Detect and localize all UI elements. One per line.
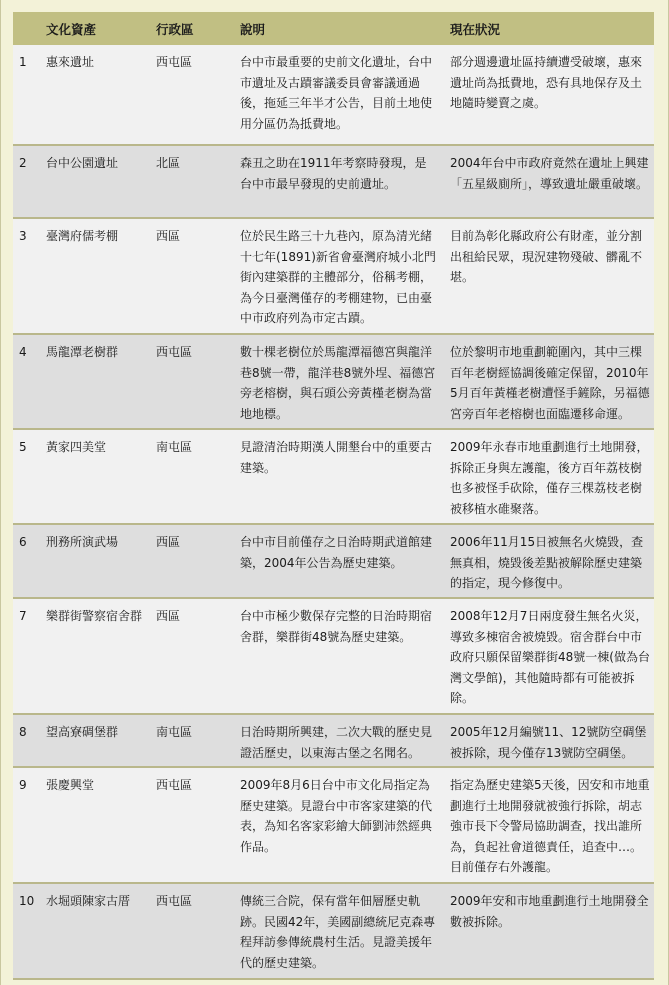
row-index: 7	[13, 598, 40, 714]
col-header-heritage: 文化資產	[40, 12, 150, 45]
table-row	[13, 145, 654, 218]
table-row	[13, 524, 654, 598]
heritage-name: 台中公園遺址	[40, 145, 150, 218]
current-status: 指定為歷史建築5天後，因安和市地重劃進行土地開發就被強行拆除，胡志強市長下令警局協助調查，找出誰所為，負起社會道德責任，追查中…。目前僅存右外護龍。	[444, 767, 654, 883]
current-status: 2008年12月7日兩度發生無名火災，導致多棟宿舍被燒毀。宿舍群台中市政府只願保留樂群街48號一棟(做為台灣文學館)，其他隨時都有可能被拆除。	[444, 598, 654, 714]
row-index: 9	[13, 767, 40, 883]
description: 台中市極少數保存完整的日治時期宿舍群，樂群街48號為歷史建築。	[234, 598, 444, 714]
col-header-description: 說明	[234, 12, 444, 45]
description: 2009年8月6日台中市文化局指定為歷史建築。見證台中市客家建築的代表，為知名客家彩繪大師劉沛然經典作品。	[234, 767, 444, 883]
district: 西區	[150, 598, 234, 714]
current-status: 目前為彰化縣政府公有財產，並分割出租給民眾，現況建物殘破、髒亂不堪。	[444, 218, 654, 334]
current-status: 位於黎明市地重劃範圍內，其中三棵百年老樹經協調後確定保留，2010年5月百年黃槿老樹遭怪手鏟除，另福德宮旁百年老榕樹也面臨遷移命運。	[444, 334, 654, 429]
district: 西屯區	[150, 45, 234, 145]
table-row	[13, 218, 654, 334]
description: 數十棵老樹位於馬龍潭福德宮與龍洋巷8號一帶，龍洋巷8號外埕、福德宮旁老榕樹，與石頭公旁黃槿老樹為當地地標。	[234, 334, 444, 429]
row-index: 1	[13, 45, 40, 145]
description: 台中市目前僅存之日治時期武道館建築，2004年公告為歷史建築。	[234, 524, 444, 598]
table-row	[13, 883, 654, 979]
heritage-name: 馬龍潭老樹群	[40, 334, 150, 429]
table-header-row	[13, 12, 654, 45]
row-index: 10	[13, 883, 40, 979]
current-status: 2005年12月編號11、12號防空碉堡被拆除，現今僅存13號防空碉堡。	[444, 714, 654, 767]
col-header-district: 行政區	[150, 12, 234, 45]
current-status: 2009年安和市地重劃進行土地開發全數被拆除。	[444, 883, 654, 979]
row-index: 5	[13, 429, 40, 524]
current-status: 2009年永春市地重劃進行土地開發，拆除正身與左護龍，後方百年荔枝樹也多被怪手砍除，僅存三棵荔枝老樹被移植水碓聚落。	[444, 429, 654, 524]
table-row	[13, 767, 654, 883]
row-index: 4	[13, 334, 40, 429]
heritage-table	[13, 12, 654, 980]
district: 西區	[150, 218, 234, 334]
heritage-name: 樂群街警察宿舍群	[40, 598, 150, 714]
current-status: 2006年11月15日被無名火燒毀，查無真相，燒毀後差點被解除歷史建築的指定，現今修復中。	[444, 524, 654, 598]
heritage-name: 惠來遺址	[40, 45, 150, 145]
current-status: 部分週邊遺址區持續遭受破壞，惠來遺址尚為抵費地，恐有具地保存及土地隨時變賣之虞。	[444, 45, 654, 145]
description: 見證清治時期漢人開墾台中的重要古建築。	[234, 429, 444, 524]
heritage-name: 臺灣府儒考棚	[40, 218, 150, 334]
table-row	[13, 714, 654, 767]
heritage-name: 刑務所演武場	[40, 524, 150, 598]
district: 西屯區	[150, 767, 234, 883]
table-row	[13, 45, 654, 145]
description: 位於民生路三十九巷內，原為清光緒十七年(1891)新省會臺灣府城小北門街內建築群的主體部分，俗稱考棚，為今日臺灣僅存的考棚建物，已由臺中市政府列為市定古蹟。	[234, 218, 444, 334]
table-row	[13, 429, 654, 524]
current-status: 2004年台中市政府竟然在遺址上興建「五星級廁所」，導致遺址嚴重破壞。	[444, 145, 654, 218]
heritage-name: 望高寮碉堡群	[40, 714, 150, 767]
table-row	[13, 334, 654, 429]
heritage-name: 張慶興堂	[40, 767, 150, 883]
row-index: 8	[13, 714, 40, 767]
district: 南屯區	[150, 429, 234, 524]
district: 西屯區	[150, 883, 234, 979]
description: 日治時期所興建，二次大戰的歷史見證活歷史，以東海古堡之名聞名。	[234, 714, 444, 767]
district: 西屯區	[150, 334, 234, 429]
row-index: 2	[13, 145, 40, 218]
description: 台中市最重要的史前文化遺址，台中市遺址及古蹟審議委員會審議通過後，拖延三年半才公告，目前土地使用分區仍為抵費地。	[234, 45, 444, 145]
row-index: 3	[13, 218, 40, 334]
row-index: 6	[13, 524, 40, 598]
district: 南屯區	[150, 714, 234, 767]
district: 西區	[150, 524, 234, 598]
col-header-index	[13, 12, 40, 45]
heritage-name: 黃家四美堂	[40, 429, 150, 524]
description: 傳統三合院，保有當年佃層歷史軌跡。民國42年，美國副總統尼克森專程拜訪參傳統農村生活。見證美援年代的歷史建築。	[234, 883, 444, 979]
heritage-name: 水堀頭陳家古厝	[40, 883, 150, 979]
description: 森丑之助在1911年考察時發現，是台中市最早發現的史前遺址。	[234, 145, 444, 218]
col-header-status: 現在狀況	[444, 12, 654, 45]
table-row	[13, 598, 654, 714]
district: 北區	[150, 145, 234, 218]
